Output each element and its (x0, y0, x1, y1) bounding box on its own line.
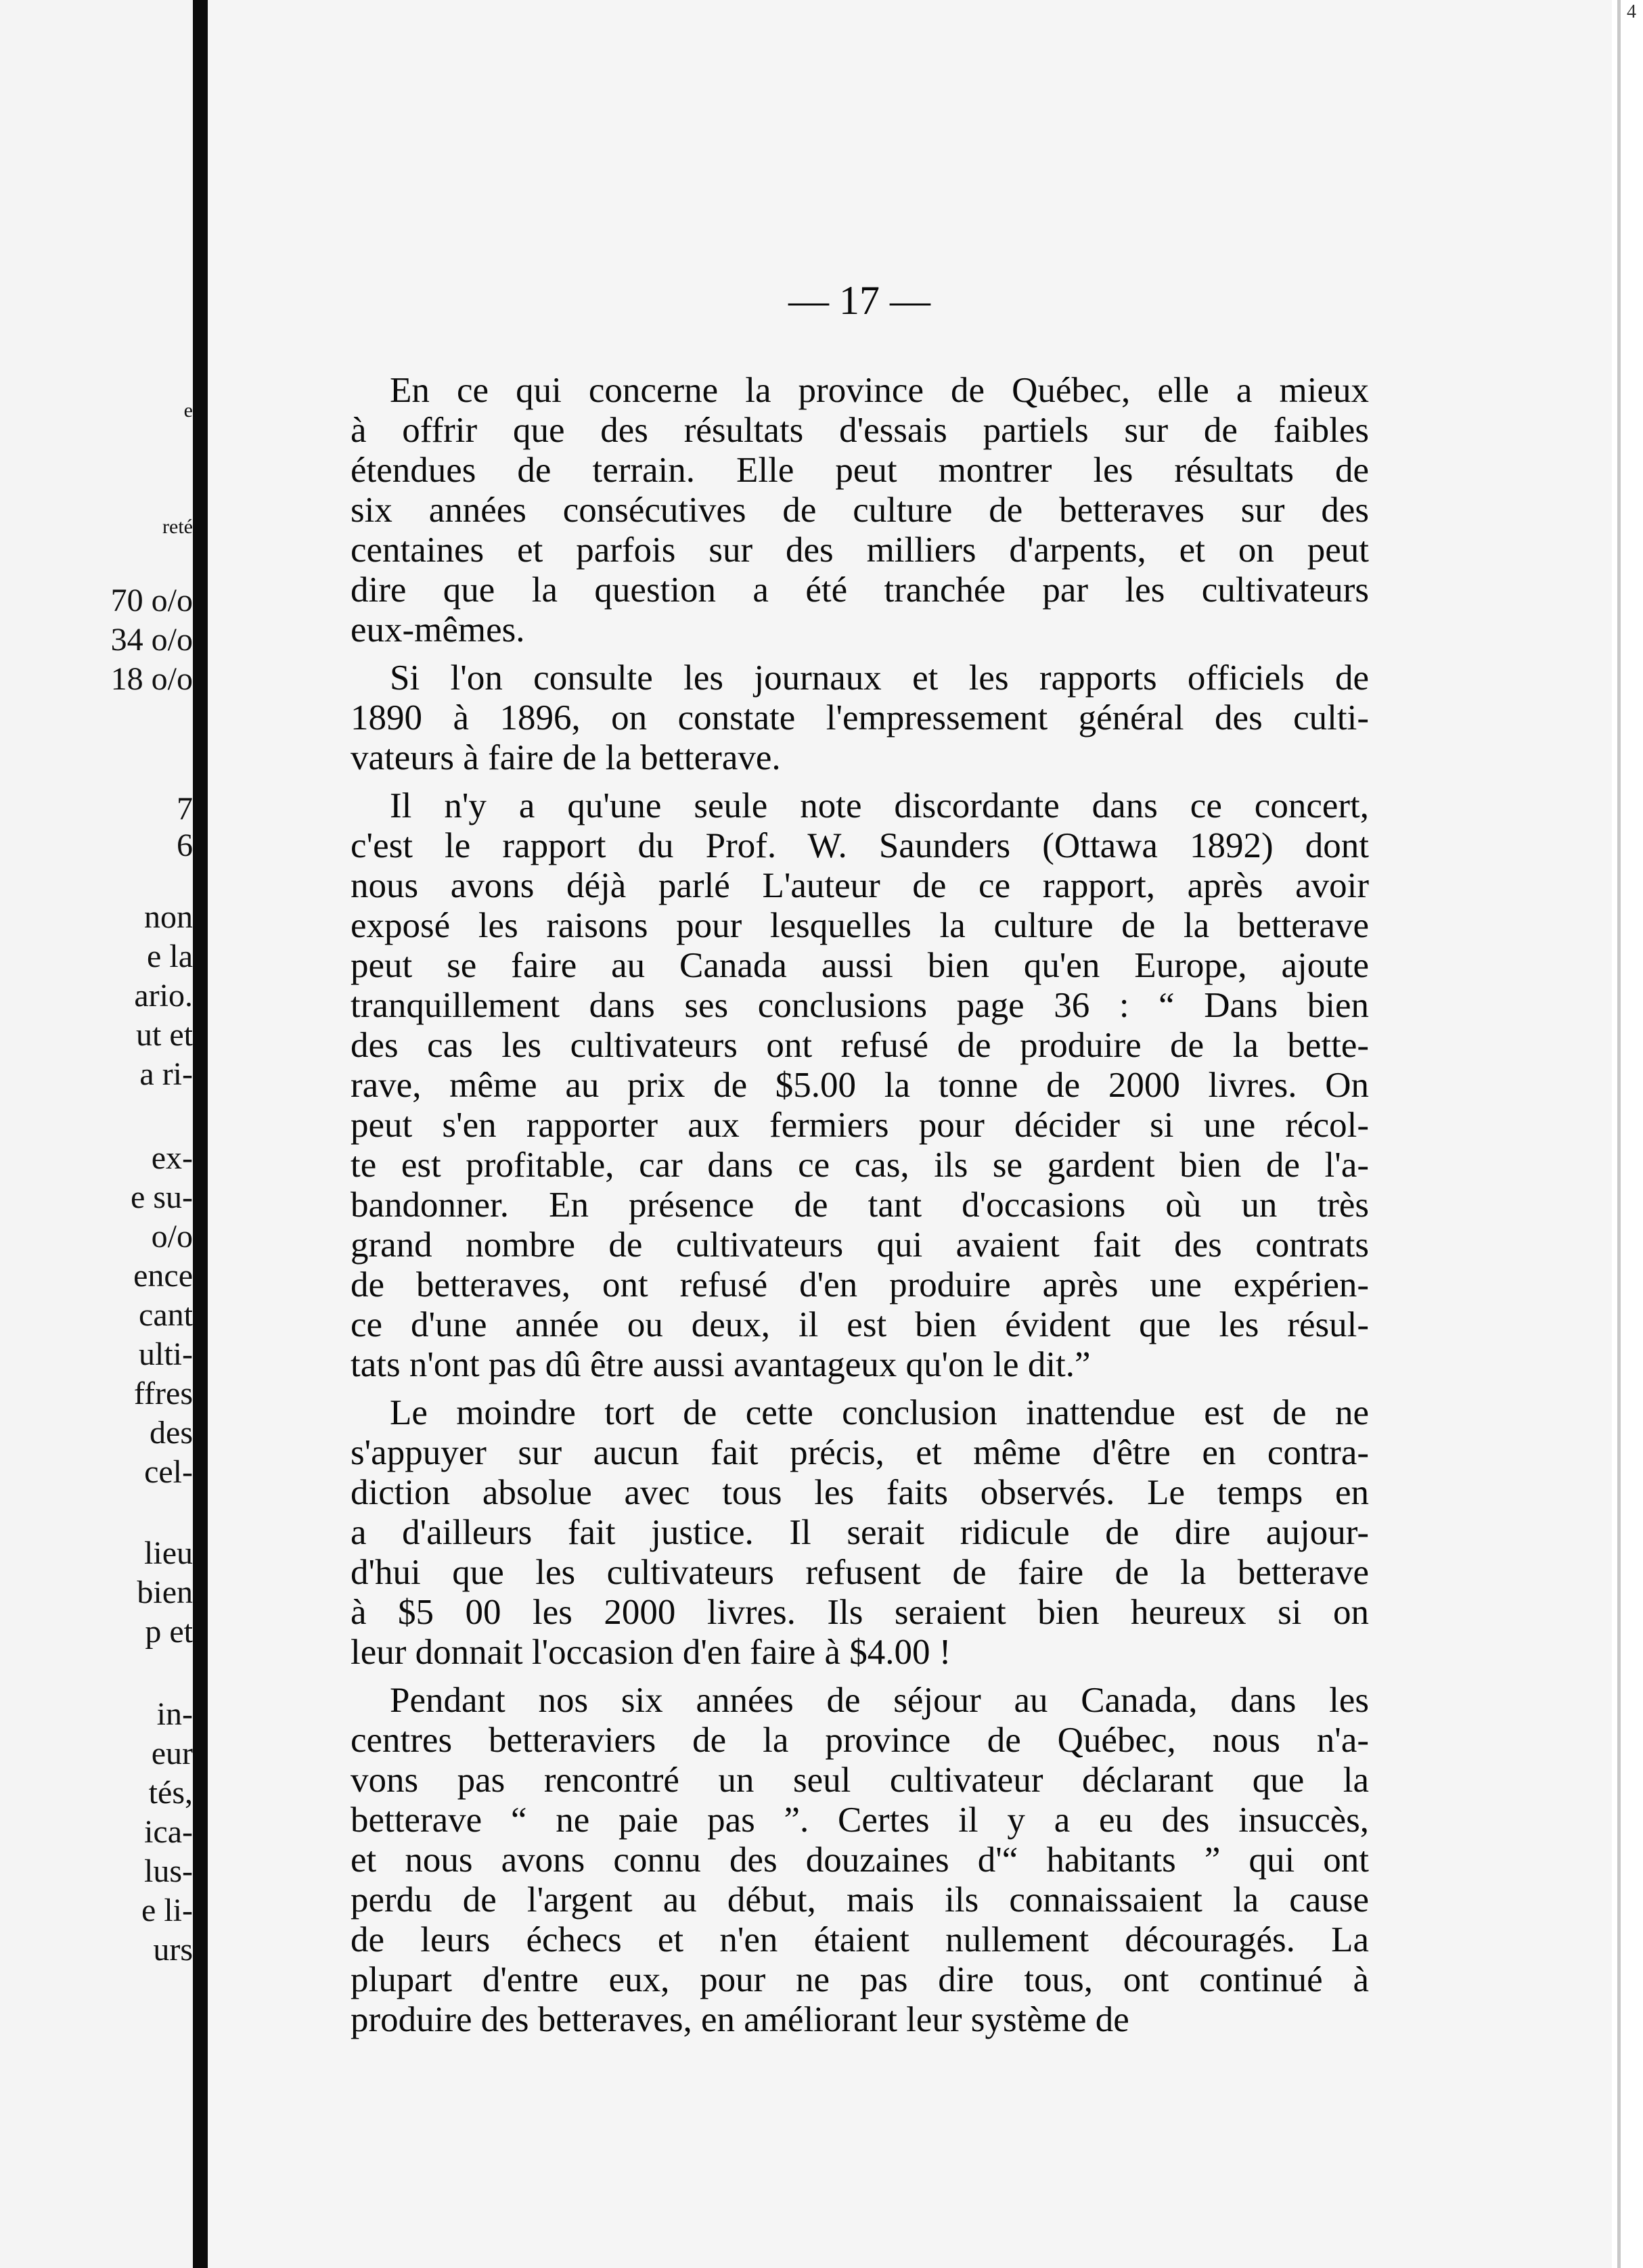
facing-page-fragment: 7 (177, 791, 193, 827)
text-line: betterave “ ne paie pas ”. Certes il y a eu des insuccès, (351, 1800, 1369, 1840)
facing-page-fragment: ut et (136, 1017, 193, 1053)
facing-page-fragment: in- (156, 1696, 193, 1732)
text-line: d'hui que les cultivateurs refusent de faire de la betterave (351, 1553, 1369, 1592)
text-line: s'appuyer sur aucun fait précis, et même d'être en contra- (351, 1433, 1369, 1472)
facing-page-fragment: a ri- (139, 1056, 193, 1092)
facing-page-fragment: e li- (141, 1892, 193, 1928)
facing-page-fragment: 18 o/o (110, 661, 193, 697)
facing-page-fragment: o/o (151, 1219, 193, 1254)
facing-page-fragment: 70 o/o (110, 583, 193, 618)
facing-page-fragment: non (144, 899, 193, 935)
text-line: peut s'en rapporter aux fermiers pour décider si une récol- (351, 1106, 1369, 1145)
facing-page-fragment: reté (162, 516, 193, 538)
facing-page-fragment: tés, (148, 1775, 193, 1811)
text-line: plupart d'entre eux, pour ne pas dire tous, ont continué à (351, 1960, 1369, 1999)
text-line: eux-mêmes. (351, 610, 525, 650)
facing-page-fragment: e la (147, 938, 193, 974)
text-line: tranquillement dans ses conclusions page 36 : “ Dans bien (351, 986, 1369, 1025)
text-line: dire que la question a été tranchée par les cultivateurs (351, 570, 1369, 610)
facing-page-fragment: bien (137, 1574, 193, 1610)
paragraph-gap (351, 1673, 1369, 1681)
text-line: ce d'une année ou deux, il est bien évident que les résul- (351, 1305, 1369, 1344)
text-line: te est profitable, car dans ce cas, ils se gardent bien de l'a- (351, 1146, 1369, 1185)
paragraph (351, 1681, 1369, 2040)
paragraph-gap (351, 778, 1369, 786)
facing-page-fragment: ica- (144, 1814, 193, 1850)
facing-page-fragment: des (150, 1415, 193, 1451)
text-line: produire des betteraves, en améliorant leur système de (351, 2000, 1129, 2039)
text-line: à $5 00 les 2000 livres. Ils seraient bien heureux si on (351, 1593, 1369, 1632)
facing-page-fragment: 6 (177, 827, 193, 863)
facing-page-fragment: 34 o/o (110, 622, 193, 658)
paragraph (351, 658, 1369, 778)
facing-page-fragment: ffres (133, 1376, 193, 1411)
text-line: leur donnait l'occasion d'en faire à $4.00 ! (351, 1633, 951, 1672)
text-line: à offrir que des résultats d'essais partiels sur de faibles (351, 411, 1369, 450)
text-line: nous avons déjà parlé L'auteur de ce rapport, après avoir (351, 866, 1369, 905)
text-line: 1890 à 1896, on constate l'empressement général des culti- (351, 698, 1369, 738)
text-line: diction absolue avec tous les faits observés. Le temps en (351, 1473, 1369, 1512)
text-line: peut se faire au Canada aussi bien qu'en Europe, ajoute (351, 946, 1369, 985)
text-line: perdu de l'argent au début, mais ils connaissaient la cause (351, 1880, 1369, 1920)
facing-page-fragment: lus- (144, 1853, 193, 1889)
facing-page-fragment: p et (145, 1614, 193, 1650)
text-line: En ce qui concerne la province de Québec, elle a mieux (390, 371, 1369, 410)
text-line: étendues de terrain. Elle peut montrer les résultats de (351, 451, 1369, 490)
facing-page-fragment: eur (151, 1736, 193, 1771)
text-line: grand nombre de cultivateurs qui avaient fait des contrats (351, 1225, 1369, 1265)
corner-mark: 4 (1627, 1, 1636, 22)
text-line: Pendant nos six années de séjour au Canada, dans les (390, 1681, 1369, 1720)
text-line: exposé les raisons pour lesquelles la culture de la betterave (351, 906, 1369, 945)
text-line: centaines et parfois sur des milliers d'arpents, et on peut (351, 530, 1369, 570)
facing-page-fragment: ex- (151, 1140, 193, 1176)
text-line: tats n'ont pas dû être aussi avantageux qu'on le dit.” (351, 1345, 1091, 1384)
text-line: Si l'on consulte les journaux et les rapports officiels de (390, 658, 1369, 698)
book-gutter (193, 0, 208, 2268)
facing-page-fragment: urs (153, 1932, 193, 1968)
text-line: rave, même au prix de $5.00 la tonne de 2000 livres. On (351, 1066, 1369, 1105)
text-line: six années consécutives de culture de betteraves sur des (351, 491, 1369, 530)
facing-page-fragment: e (183, 399, 193, 422)
text-line: vons pas rencontré un seul cultivateur déclarant que la (351, 1761, 1369, 1800)
facing-page-fragment: ence (133, 1258, 193, 1294)
paragraph (351, 371, 1369, 650)
text-line: bandonner. En présence de tant d'occasions où un très (351, 1185, 1369, 1225)
facing-page-fragment: ulti- (139, 1336, 193, 1372)
facing-page-fragment: lieu (144, 1535, 193, 1571)
left-page-edge (0, 0, 193, 2268)
text-line: c'est le rapport du Prof. W. Saunders (Ottawa 1892) dont (351, 826, 1369, 865)
text-line: de leurs échecs et n'en étaient nullement découragés. La (351, 1920, 1369, 1959)
text-line: vateurs à faire de la betterave. (351, 738, 781, 777)
body-text (351, 371, 1369, 2040)
text-line: et nous avons connu des douzaines d'“ habitants ” qui ont (351, 1840, 1369, 1880)
text-line: Le moindre tort de cette conclusion inattendue est de ne (390, 1393, 1369, 1432)
text-line: centres betteraviers de la province de Québec, nous n'a- (351, 1721, 1369, 1760)
facing-page-fragment: e su- (131, 1179, 193, 1215)
facing-page-fragment: cant (139, 1297, 193, 1333)
facing-page-fragment: cel- (144, 1454, 193, 1490)
text-line: a d'ailleurs fait justice. Il serait ridicule de dire aujour- (351, 1513, 1369, 1552)
paragraph (351, 1393, 1369, 1673)
paragraph-gap (351, 650, 1369, 658)
paragraph (351, 786, 1369, 1385)
text-line: Il n'y a qu'une seule note discordante dans ce concert, (390, 786, 1369, 825)
right-page-edge (1612, 0, 1643, 2268)
paragraph-gap (351, 1385, 1369, 1393)
page-number: — 17 — (788, 278, 930, 323)
facing-page-fragment: ario. (134, 978, 193, 1014)
text-line: des cas les cultivateurs ont refusé de produire de la bette- (351, 1026, 1369, 1065)
text-line: de betteraves, ont refusé d'en produire après une expérien- (351, 1265, 1369, 1305)
